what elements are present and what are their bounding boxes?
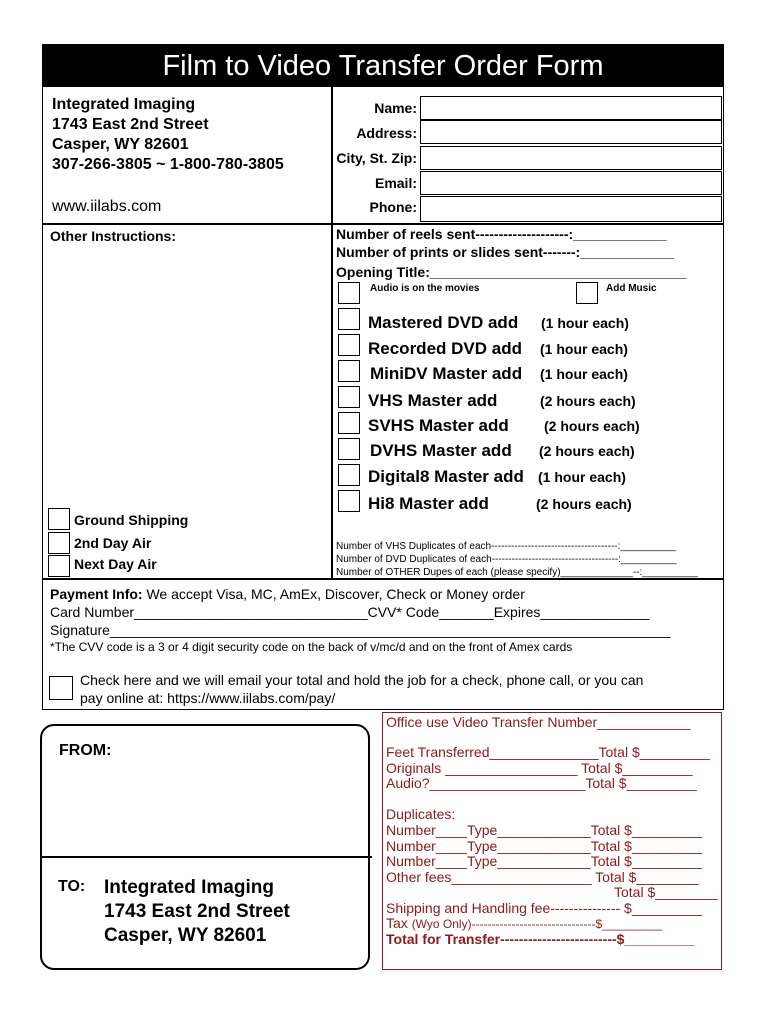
vhs-dupes-line[interactable]: Number of VHS Duplicates of each--------------------------------------:__________ <box>336 541 677 552</box>
music-label: Add Music <box>606 283 657 294</box>
check-payment-checkbox[interactable] <box>49 676 73 700</box>
from-label: FROM: <box>59 742 112 759</box>
office-duplicates: Duplicates: <box>386 806 456 822</box>
to-company-name: Integrated Imaging <box>104 877 274 898</box>
option-name: Recorded DVD add <box>368 339 522 358</box>
next-day-air-label: Next Day Air <box>74 556 157 572</box>
phone-label: Phone: <box>369 199 417 215</box>
email-label: Email: <box>374 175 417 191</box>
option-name: Digital8 Master add <box>368 467 524 486</box>
office-header: Office use Video Transfer Number____________ <box>386 714 691 730</box>
office-grand-total: Total for Transfer-------------------------$_________ <box>386 931 695 947</box>
2nd-day-air-checkbox[interactable] <box>48 532 70 554</box>
signature-line[interactable]: Signature________________________________________________________________________ <box>50 622 671 638</box>
office-other-fees: Other fees__________________ Total $________ <box>386 869 699 885</box>
check-payment-text-1: Check here and we will email your total and hold the job for a check, phone call, or you can <box>80 672 644 688</box>
option-checkbox[interactable] <box>338 308 360 330</box>
email-field[interactable] <box>420 171 722 195</box>
prints-line[interactable]: Number of prints or slides sent-------:____________ <box>336 244 674 260</box>
2nd-day-air-label: 2nd Day Air <box>74 535 152 551</box>
company-city: Casper, WY 82601 <box>52 136 189 153</box>
audio-label: Audio is on the movies <box>370 283 480 294</box>
city-label: City, St. Zip: <box>336 150 417 166</box>
name-field[interactable] <box>420 96 722 120</box>
office-total: Total $________ <box>614 884 718 900</box>
check-payment-text-2: pay online at: https://www.iilabs.com/pay/ <box>80 690 336 706</box>
to-company-city: Casper, WY 82601 <box>104 925 267 946</box>
payment-accept: We accept Visa, MC, AmEx, Discover, Check or Money order <box>146 586 525 602</box>
option-name: Hi8 Master add <box>368 494 489 513</box>
next-day-air-checkbox[interactable] <box>48 555 70 577</box>
company-street: 1743 East 2nd Street <box>52 116 209 133</box>
office-tax-label: Tax <box>386 915 408 931</box>
header-divider <box>43 223 723 225</box>
payment-label: Payment Info: <box>50 586 143 602</box>
to-label: TO: <box>58 878 86 895</box>
office-tax <box>386 915 662 931</box>
office-dup-row: Number____Type____________Total $_________ <box>386 853 703 869</box>
form-title: Film to Video Transfer Order Form <box>43 45 723 87</box>
option-hours: (2 hours each) <box>536 496 632 512</box>
option-checkbox[interactable] <box>338 386 360 408</box>
office-dup-row: Number____Type____________Total $_________ <box>386 822 703 838</box>
office-audio: Audio?____________________Total $_________ <box>386 775 697 791</box>
phone-field[interactable] <box>420 196 722 222</box>
option-hours: (1 hour each) <box>540 366 628 382</box>
reels-line[interactable]: Number of reels sent--------------------:____________ <box>336 226 667 242</box>
office-tax-rest: (Wyo Only)-------------------------------$_________ <box>411 917 663 931</box>
option-checkbox[interactable] <box>338 438 360 460</box>
company-phone: 307-266-3805 ~ 1-800-780-3805 <box>52 156 284 173</box>
payment-divider <box>43 578 723 580</box>
company-website: www.iilabs.com <box>52 198 162 215</box>
option-hours: (2 hours each) <box>540 393 636 409</box>
audio-checkbox[interactable] <box>338 282 360 304</box>
company-name: Integrated Imaging <box>52 96 196 113</box>
address-field[interactable] <box>420 120 722 144</box>
card-number-line[interactable]: Card Number______________________________CVV* Code_______Expires______________ <box>50 604 650 620</box>
other-instructions-label: Other Instructions: <box>50 228 177 244</box>
ground-shipping-label: Ground Shipping <box>74 512 189 528</box>
option-name: VHS Master add <box>368 391 498 410</box>
option-hours: (1 hour each) <box>540 341 628 357</box>
option-name: Mastered DVD add <box>368 313 519 332</box>
option-hours: (2 hours each) <box>544 418 640 434</box>
ground-shipping-checkbox[interactable] <box>48 508 70 530</box>
name-label: Name: <box>374 100 417 116</box>
opening-title-line[interactable]: Opening Title:_________________________________ <box>336 264 687 280</box>
cvv-note: *The CVV code is a 3 or 4 digit security code on the back of v/mc/d and on the front of Amex cards <box>50 640 573 654</box>
option-name: DVHS Master add <box>370 441 512 460</box>
music-checkbox[interactable] <box>576 282 598 304</box>
option-checkbox[interactable] <box>338 360 360 382</box>
option-checkbox[interactable] <box>338 490 360 512</box>
office-originals: Originals _________________ Total $_________ <box>386 760 693 776</box>
address-label: Address: <box>356 125 417 141</box>
office-dup-row: Number____Type____________Total $_________ <box>386 838 703 854</box>
mailing-divider <box>40 856 372 858</box>
company-info <box>52 95 284 175</box>
option-hours: (2 hours each) <box>539 443 635 459</box>
dvd-dupes-line[interactable]: Number of DVD Duplicates of each--------------------------------------:__________ <box>336 554 677 565</box>
other-dupes-line[interactable]: Number of OTHER Dupes of each (please specify)_____________--:__________ <box>336 567 698 578</box>
payment-info <box>50 586 525 602</box>
option-name: MiniDV Master add <box>370 364 523 383</box>
city-field[interactable] <box>420 146 722 170</box>
option-checkbox[interactable] <box>338 412 360 434</box>
to-address <box>104 876 290 948</box>
option-hours: (1 hour each) <box>541 315 629 331</box>
office-shipping: Shipping and Handling fee--------------- $_________ <box>386 900 702 916</box>
to-company-street: 1743 East 2nd Street <box>104 901 290 922</box>
office-feet: Feet Transferred______________Total $_________ <box>386 744 710 760</box>
option-checkbox[interactable] <box>338 334 360 356</box>
option-hours: (1 hour each) <box>538 469 626 485</box>
option-name: SVHS Master add <box>368 416 509 435</box>
option-checkbox[interactable] <box>338 464 360 486</box>
